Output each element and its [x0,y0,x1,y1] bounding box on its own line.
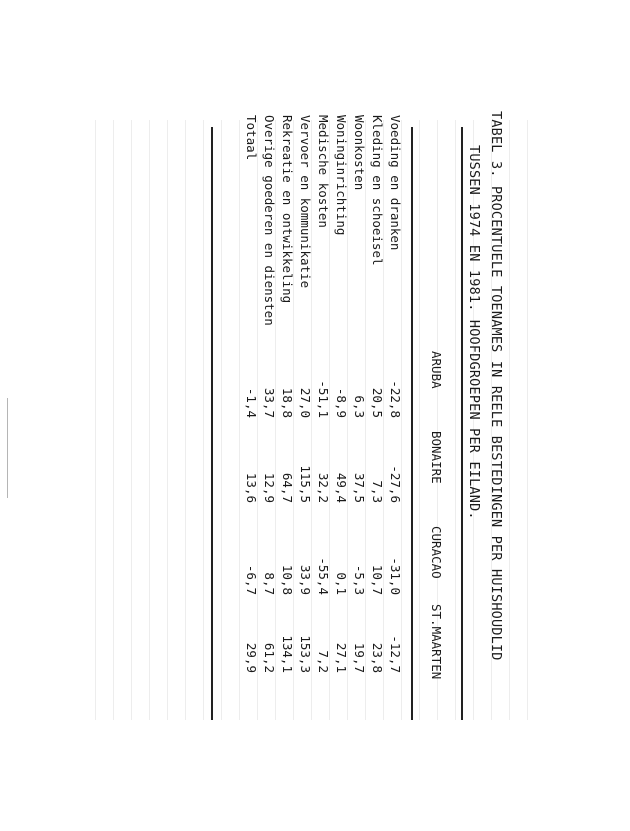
cell-aruba: -22,8 [388,380,403,418]
cell-curacao: -6,7 [244,564,259,595]
row-label: Kleding en schoeisel [370,115,385,266]
table-row [278,115,296,715]
cell-st-maarten: 19,7 [352,642,367,673]
cell-bonaire: 115,5 [298,465,313,503]
table-row [350,115,368,715]
page-edge-line [7,398,8,498]
cell-curacao: -31,0 [388,557,403,595]
cell-curacao: 10,7 [370,564,385,595]
cell-curacao: 0,1 [334,572,349,595]
cell-bonaire: 13,6 [244,472,259,503]
row-label: Medische kosten [316,115,331,228]
cell-bonaire: -27,6 [388,465,403,503]
cell-aruba: 6,3 [352,395,367,418]
row-label: Woninginrichting [334,115,349,236]
table-row-total [242,115,260,715]
table-row [368,115,386,715]
cell-st-maarten: 29,9 [244,642,259,673]
cell-st-maarten: 134,1 [280,635,295,673]
cell-st-maarten: 27,1 [334,642,349,673]
cell-curacao: 33,9 [298,564,313,595]
cell-st-maarten: 153,3 [298,635,313,673]
cell-aruba: -51,1 [316,380,331,418]
column-header-aruba: ARUBA [429,351,444,389]
table-row [332,115,350,715]
cell-aruba: 27,0 [298,387,313,418]
column-header-st-maarten: ST.MAARTEN [429,604,444,680]
cell-curacao: -5,3 [352,564,367,595]
cell-curacao: 10,8 [280,564,295,595]
row-label: Vervoer en kommunikatie [298,115,313,289]
cell-bonaire: 37,5 [352,472,367,503]
row-label: Woonkosten [352,115,367,191]
table-row [296,115,314,715]
cell-st-maarten: 7,2 [316,650,331,673]
cell-bonaire: 64,7 [280,472,295,503]
title-line-1: TABEL 3. PROCENTUELE TOENAMES IN REELE BESTEDINGEN PER HUISHOUDLID [488,111,504,661]
row-label: Overige goederen en diensten [262,115,277,326]
row-label: Totaal [244,115,259,161]
column-header-curacao: CURACAO [429,526,444,579]
row-label: Voeding en dranken [388,115,403,251]
cell-bonaire: 32,2 [316,472,331,503]
cell-aruba: -8,9 [334,387,349,418]
cell-curacao: 8,7 [262,572,277,595]
cell-st-maarten: 23,8 [370,642,385,673]
table-title [463,111,507,661]
bottom-rule [211,127,213,720]
top-rule [461,127,463,720]
cell-curacao: -55,4 [316,557,331,595]
cell-aruba: 20,5 [370,387,385,418]
cell-bonaire: 49,4 [334,472,349,503]
title-line-2: TUSSEN 1974 EN 1981. HOOFDGROEPEN PER EILAND. [466,145,482,520]
column-header-bonaire: BONAIRE [429,431,444,484]
cell-bonaire: 7,3 [370,480,385,503]
cell-aruba: 18,8 [280,387,295,418]
cell-aruba: -1,4 [244,387,259,418]
header-rule [411,127,413,720]
cell-aruba: 33,7 [262,387,277,418]
table-row [386,115,404,715]
table-row [260,115,278,715]
cell-st-maarten: 61,2 [262,642,277,673]
cell-st-maarten: -12,7 [388,635,403,673]
cell-bonaire: 12,9 [262,472,277,503]
table-row [314,115,332,715]
rotated-table-page [211,108,511,728]
row-label: Rekreatie en ontwikkeling [280,115,295,304]
